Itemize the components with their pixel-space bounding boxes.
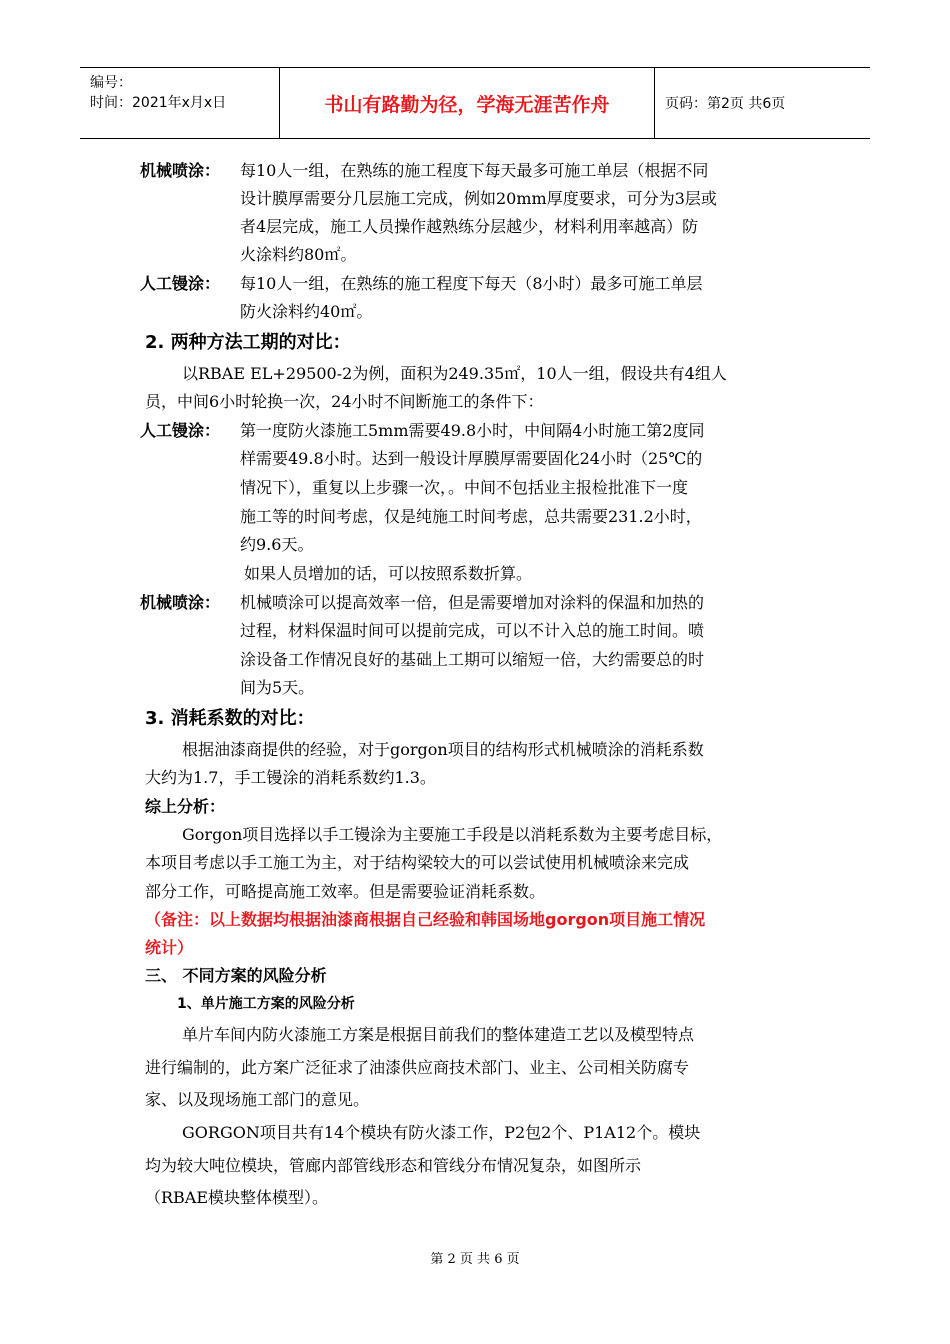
text-line: GORGON项目共有14个模块有防火漆工作，P2包2个、P1A12个。模块 <box>182 1123 701 1142</box>
text-line: 单片车间内防火漆施工方案是根据目前我们的整体建造工艺以及模型特点 <box>182 1025 695 1044</box>
doc-date-label: 时间：2021年x月x日 <box>90 95 227 111</box>
text-line: 大约为1.7，手工镘涂的消耗系数约1.3。 <box>145 768 436 787</box>
text-line: 本项目考虑以手工施工为主，对于结构梁较大的可以尝试使用机械喷涂来完成 <box>145 853 690 872</box>
text-line: 者4层完成，施工人员操作越熟练分层越少，材料利用率越高）防 <box>240 217 699 236</box>
text-line: 均为较大吨位模块，管廊内部管线形态和管线分布情况复杂，如图所示 <box>145 1156 642 1175</box>
text-line: 进行编制的，此方案广泛征求了油漆供应商技术部门、业主、公司相关防腐专 <box>145 1058 690 1077</box>
doc-number-label: 编号： <box>90 75 132 91</box>
text-line: 第一度防火漆施工5mm需要49.8小时，中间隔4小时施工第2度同 <box>240 421 705 440</box>
text-line: 每10人一组，在熟练的施工程度下每天（8小时）最多可施工单层 <box>240 274 703 293</box>
section-heading: 2. 两种方法工期的对比： <box>145 332 351 353</box>
text-line: 机械喷涂可以提高效率一倍，但是需要增加对涂料的保温和加热的 <box>240 593 705 612</box>
text-line: 防火涂料约40㎡。 <box>240 302 373 321</box>
header-motto: 书山有路勤为径，学海无涯苦作舟 <box>280 68 655 138</box>
page-header <box>80 67 870 139</box>
note-line: （备注：以上数据均根据油漆商根据自己经验和韩国场地gorgon项目施工情况 <box>145 910 706 929</box>
text-line: 施工等的时间考虑，仅是纯施工时间考虑，总共需要231.2小时， <box>240 507 702 526</box>
text-line: 每10人一组，在熟练的施工程度下每天最多可施工单层（根据不同 <box>240 161 709 180</box>
text-line: 设计膜厚需要分几层施工完成，例如20mm厚度要求，可分为3层或 <box>240 189 717 208</box>
label-machine-spray: 机械喷涂： <box>140 161 221 180</box>
text-line: 如果人员增加的话，可以按照系数折算。 <box>244 564 533 583</box>
label-machine-spray: 机械喷涂： <box>140 593 221 612</box>
chapter-heading: 三、 不同方案的风险分析 <box>145 966 327 985</box>
text-line: 家、以及现场施工部门的意见。 <box>145 1090 370 1109</box>
text-line: 涂设备工作情况良好的基础上工期可以缩短一倍，大约需要总的时 <box>240 650 705 669</box>
sub-heading: 1、单片施工方案的风险分析 <box>177 996 355 1012</box>
note-line: 统计） <box>145 938 194 957</box>
text-line: 部分工作，可略提高施工效率。但是需要验证消耗系数。 <box>145 882 546 901</box>
label-manual-trowel: 人工镘涂： <box>140 274 221 293</box>
text-line: 间为5天。 <box>240 678 315 697</box>
text-line: 以RBAE EL+29500-2为例，面积为249.35㎡，10人一组，假设共有4组人 <box>182 364 727 383</box>
text-line: （RBAE模块整体模型）。 <box>145 1188 329 1207</box>
header-page-label: 页码：第2页 共6页 <box>665 96 786 112</box>
text-line: 员，中间6小时轮换一次，24小时不间断施工的条件下： <box>145 392 544 411</box>
text-line: 根据油漆商提供的经验，对于gorgon项目的结构形式机械喷涂的消耗系数 <box>182 740 704 759</box>
summary-label: 综上分析： <box>145 797 226 816</box>
text-line: 情况下），重复以上步骤一次，。中间不包括业主报检批准下一度 <box>240 478 689 497</box>
header-info-cell <box>80 68 280 138</box>
text-line: 样需要49.8小时。达到一般设计厚膜厚需要固化24小时（25℃的 <box>240 449 703 468</box>
text-line: Gorgon项目选择以手工镘涂为主要施工手段是以消耗系数为主要考虑目标， <box>182 825 723 844</box>
section-heading: 3. 消耗系数的对比： <box>145 708 315 729</box>
text-line: 过程，材料保温时间可以提前完成，可以不计入总的施工时间。喷 <box>240 621 705 640</box>
text-line: 火涂料约80㎡。 <box>240 245 357 264</box>
page-footer: 第 2 页 共 6 页 <box>430 1252 520 1267</box>
label-manual-trowel: 人工镘涂： <box>140 421 221 440</box>
text-line: 约9.6天。 <box>240 535 314 554</box>
